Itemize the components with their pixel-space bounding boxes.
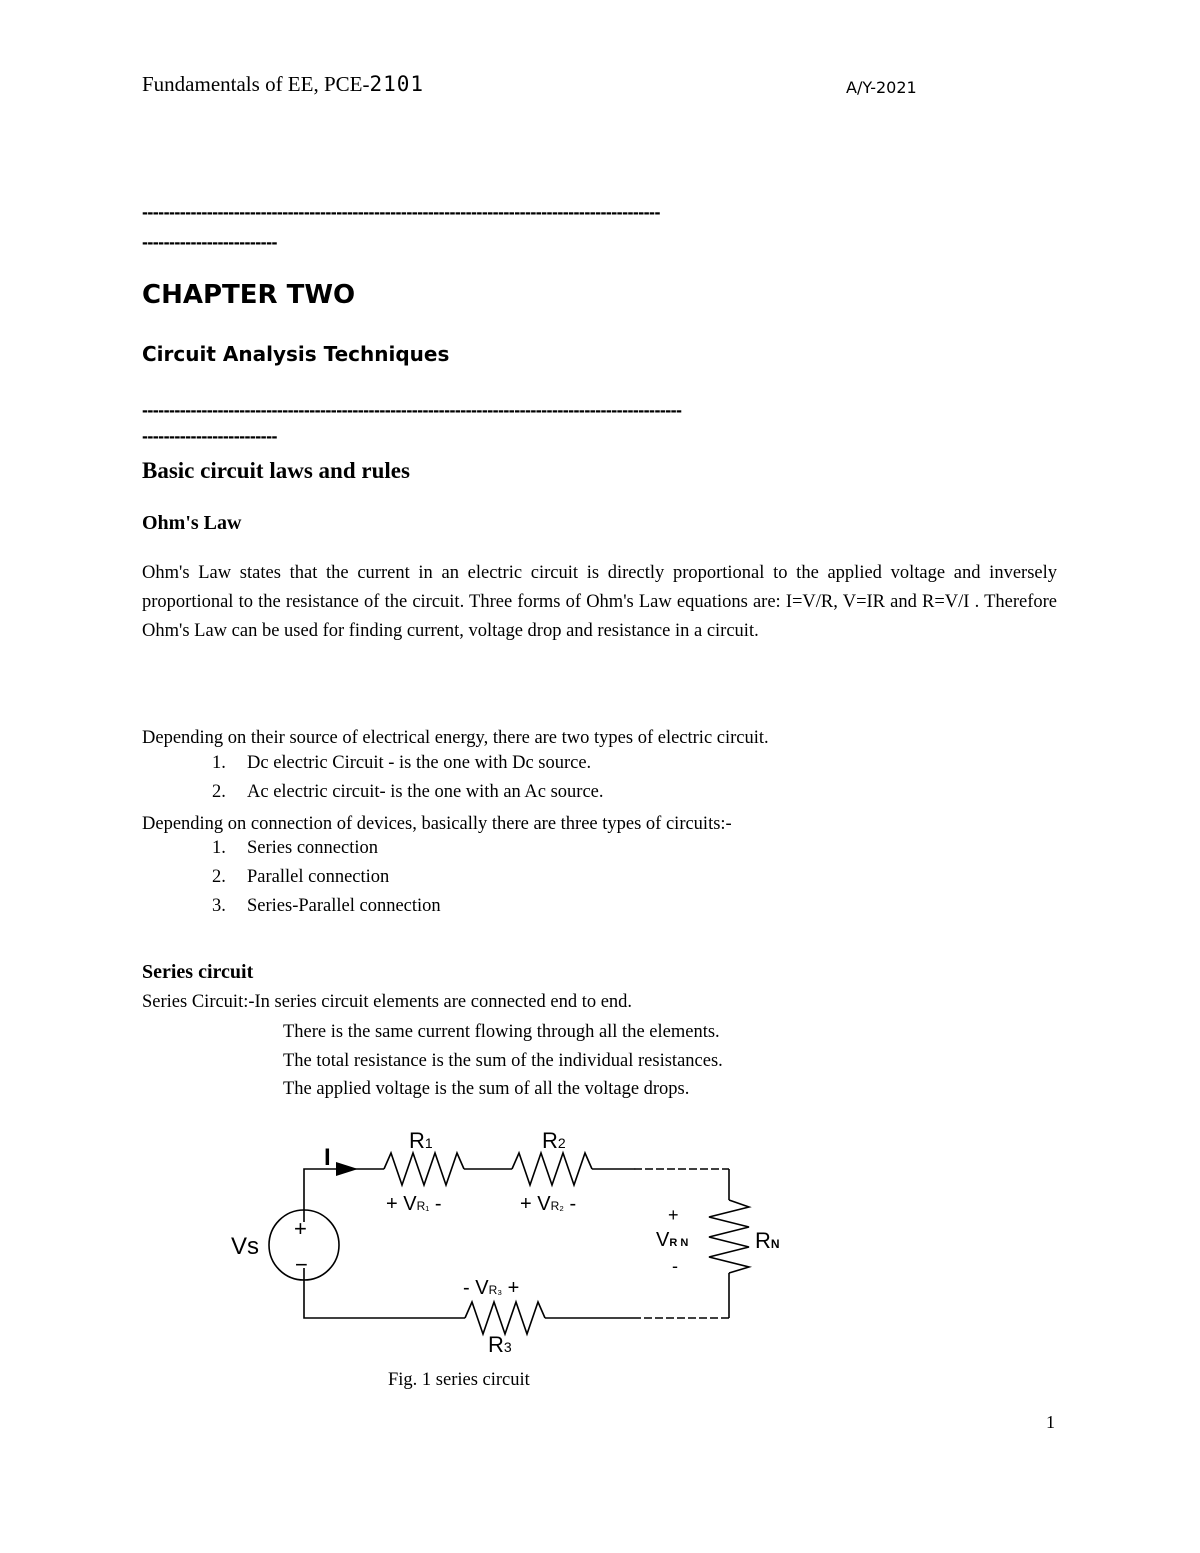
separator-top-line1: ------------------------------------------------------------------------------------------------ — [142, 202, 660, 222]
connection-type-2-number: 2. — [212, 867, 226, 887]
connection-type-3-text: Series-Parallel connection — [247, 896, 441, 916]
source-type-2-text: Ac electric circuit- is the one with an Ac source. — [247, 782, 604, 802]
source-type-1-number: 1. — [212, 753, 226, 773]
header-course-text: Fundamentals of EE, PCE- — [142, 72, 370, 96]
resistor-r1 — [384, 1153, 464, 1185]
resistor-r3 — [465, 1302, 545, 1334]
separator-top-line2: ------------------------- — [142, 232, 277, 252]
resistor-r2 — [512, 1153, 592, 1185]
chapter-subtitle: Circuit Analysis Techniques — [142, 342, 450, 366]
source-plus-sign: + — [294, 1216, 307, 1241]
series-circuit-definition: Series Circuit:-In series circuit elements are connected end to end. — [142, 992, 633, 1012]
r2-label: R2 — [542, 1128, 566, 1153]
series-point-3: The applied voltage is the sum of all the voltage drops. — [283, 1079, 690, 1099]
connection-type-1-text: Series connection — [247, 838, 378, 858]
rn-voltage-minus: - — [672, 1256, 678, 1276]
current-label: I — [324, 1144, 331, 1171]
wire-r3-to-source — [304, 1268, 465, 1318]
series-circuit-heading: Series circuit — [142, 961, 254, 983]
connection-types-intro: Depending on connection of devices, basically there are three types of circuits:- — [142, 814, 732, 834]
connection-type-3-number: 3. — [212, 896, 226, 916]
connection-type-2-text: Parallel connection — [247, 867, 390, 887]
resistor-rn — [709, 1200, 749, 1273]
r3-label: R3 — [488, 1332, 512, 1357]
source-types-intro: Depending on their source of electrical energy, there are two types of electric circuit. — [142, 728, 769, 748]
r3-voltage-label: - VR₃ + — [463, 1277, 520, 1299]
source-type-1-text: Dc electric Circuit - is the one with Dc source. — [247, 753, 592, 773]
rn-voltage-label: VR N — [656, 1229, 689, 1251]
r1-voltage-label: + VR₁ - — [386, 1193, 442, 1215]
wire-source-to-r1 — [304, 1169, 384, 1222]
ohms-law-heading: Ohm's Law — [142, 512, 242, 534]
source-label: Vs — [231, 1233, 260, 1260]
rn-label: RN — [755, 1228, 780, 1253]
header-academic-year: A/Y-2021 — [846, 78, 917, 97]
chapter-title: CHAPTER TWO — [142, 280, 356, 310]
figure-caption: Fig. 1 series circuit — [388, 1370, 530, 1390]
separator-bottom-line2: ------------------------- — [142, 426, 277, 446]
connection-type-1-number: 1. — [212, 838, 226, 858]
rn-voltage-plus: + — [668, 1205, 679, 1225]
source-minus-sign: − — [295, 1252, 308, 1277]
r2-voltage-label: + VR₂ - — [520, 1193, 577, 1215]
series-point-1: There is the same current flowing through all the elements. — [283, 1022, 720, 1042]
r1-label: R1 — [409, 1128, 433, 1153]
page-number: 1 — [1046, 1412, 1055, 1432]
series-point-2: The total resistance is the sum of the individual resistances. — [283, 1051, 723, 1071]
source-type-2-number: 2. — [212, 782, 226, 802]
current-arrow-icon — [336, 1162, 358, 1176]
header-course-code: 2101 — [369, 72, 425, 96]
section-heading: Basic circuit laws and rules — [142, 458, 410, 483]
ohms-law-paragraph: Ohm's Law states that the current in an electric circuit is directly proportional to the applied voltage and inversely proportional to the resistance of the circuit. Three forms of Ohm's Law equations are: I=V/R, V=IR and R=V/I . Therefore Ohm's Law can be used for finding current, voltage drop and resistance in a circuit. — [142, 563, 1057, 641]
separator-bottom-line1: ---------------------------------------------------------------------------------------------------- — [142, 400, 682, 420]
